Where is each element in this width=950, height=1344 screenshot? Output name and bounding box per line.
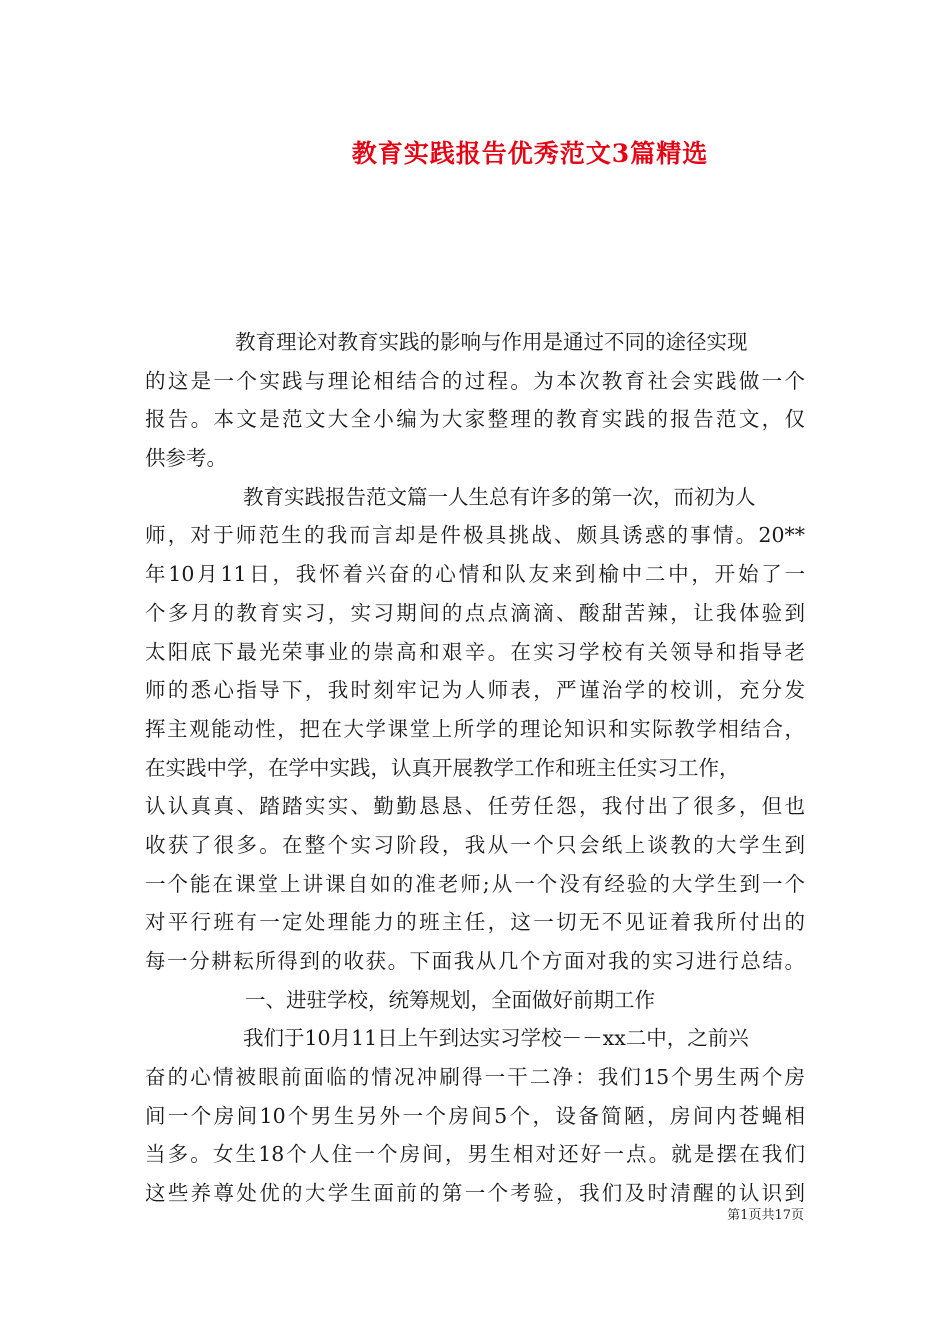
text-line: 一个能在课堂上讲课自如的准老师;从一个没有经验的大学生到一个 [145, 871, 805, 896]
document-title: 教育实践报告优秀范文3篇精选 [351, 139, 709, 168]
text-line: 收获了很多。在整个实习阶段，我从一个只会纸上谈教的大学生到 [145, 832, 805, 857]
page-number: 第1页共17页 [727, 1208, 804, 1223]
text-line: 这些养尊处优的大学生面前的第一个考验，我们及时清醒的认识到 [145, 1181, 805, 1206]
text-line: 我们于10月11日上午到达实习学校－－xx二中，之前兴 [243, 1026, 749, 1051]
text-line: 认认真真、踏踏实实、勤勤恳恳、任劳任怨，我付出了很多，但也 [145, 794, 805, 819]
text-line: 挥主观能动性，把在大学课堂上所学的理论知识和实际教学相结合， [145, 716, 805, 741]
text-line: 个多月的教育实习，实习期间的点点滴滴、酸甜苦辣，让我体验到 [145, 600, 805, 625]
text-line: 对平行班有一定处理能力的班主任，这一切无不见证着我所付出的 [145, 910, 805, 935]
document-body [145, 323, 805, 1213]
text-line: 在实践中学，在学中实践，认真开展教学工作和班主任实习工作， [145, 755, 740, 780]
text-line: 师，对于师范生的我而言却是件极具挑战、颇具诱惑的事情。20** [145, 523, 805, 548]
text-line: 间一个房间10个男生另外一个房间5个，设备简陋，房间内苍蝇相 [145, 1103, 805, 1128]
text-line: 教育理论对教育实践的影响与作用是通过不同的途径实现 [235, 330, 748, 354]
text-line: 奋的心情被眼前面临的情况冲刷得一干二净：我们15个男生两个房 [145, 1065, 805, 1090]
text-line: 太阳底下最光荣事业的崇高和艰辛。在实习学校有关领导和指导老 [145, 639, 805, 664]
text-line: 供参考。 [145, 446, 227, 471]
text-line: 师的悉心指导下，我时刻牢记为人师表，严谨治学的校训，充分发 [145, 678, 805, 703]
text-line: 每一分耕耘所得到的收获。下面我从几个方面对我的实习进行总结。 [145, 949, 805, 973]
text-line: 报告。本文是范文大全小编为大家整理的教育实践的报告范文，仅 [145, 407, 805, 432]
text-line: 的这是一个实践与理论相结合的过程。为本次教育社会实践做一个 [145, 368, 805, 393]
text-line: 当多。女生18个人住一个房间，男生相对还好一点。就是摆在我们 [145, 1142, 805, 1167]
section-heading: 一、进驻学校，统筹规划，全面做好前期工作 [245, 987, 655, 1012]
text-line: 年10月11日，我怀着兴奋的心情和队友来到榆中二中，开始了一 [145, 562, 805, 587]
text-line: 教育实践报告范文篇一人生总有许多的第一次，而初为人 [243, 484, 756, 509]
